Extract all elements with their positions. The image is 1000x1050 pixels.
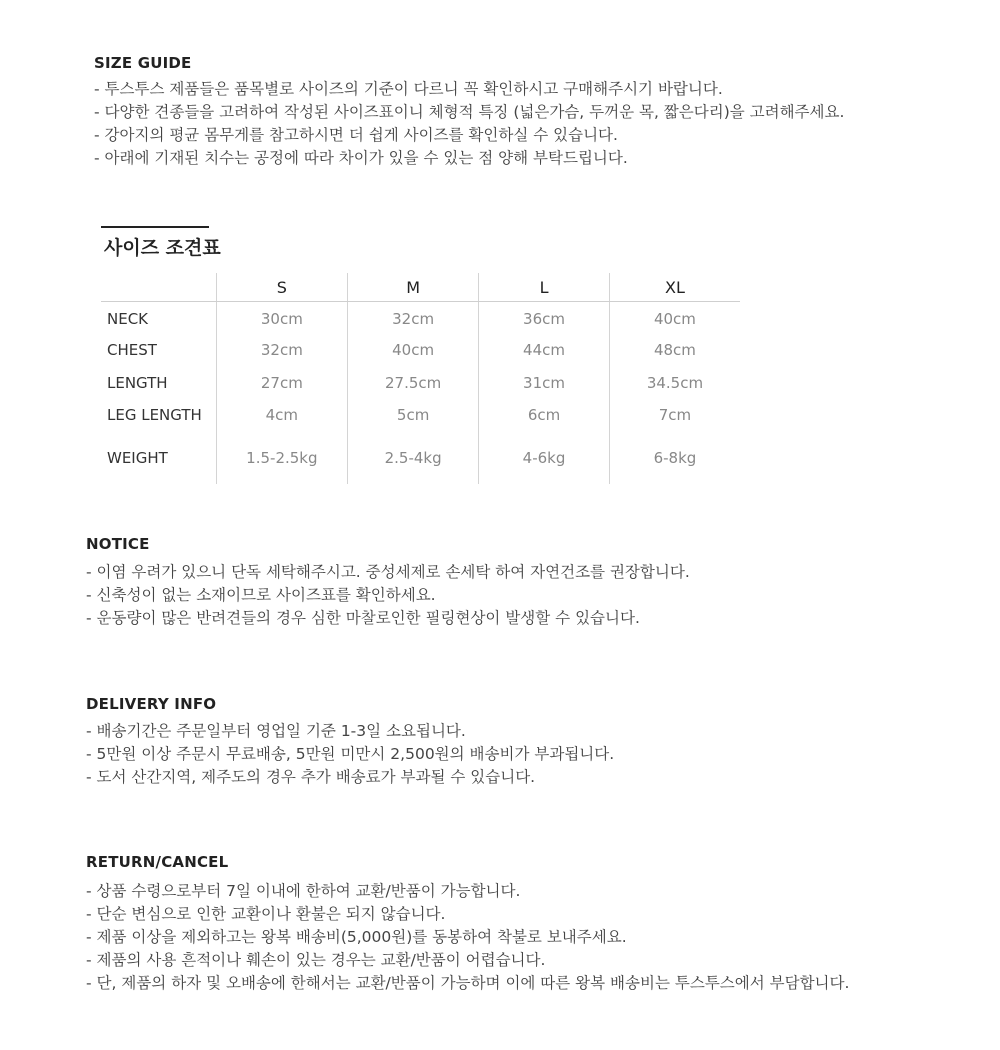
size-guide-line: - 다양한 견종들을 고려하여 작성된 사이즈표이니 체형적 특징 (넓은가슴, 두꺼운 목, 짧은다리)을 고려해주세요. — [94, 103, 845, 121]
table-row-weight — [101, 432, 740, 484]
delivery-line: - 5만원 이상 주문시 무료배송, 5만원 미만시 2,500원의 배송비가 부과됩니다. — [86, 745, 615, 763]
return-cancel-title: RETURN/CANCEL — [86, 853, 229, 871]
return-line: - 제품 이상을 제외하고는 왕복 배송비(5,000원)를 동봉하여 착불로 보내주세요. — [86, 928, 627, 946]
row-label: WEIGHT — [101, 432, 216, 484]
size-guide-section — [94, 54, 844, 170]
row-label: NECK — [101, 302, 216, 335]
size-guide-line: - 아래에 기재된 치수는 공정에 따라 차이가 있을 수 있는 점 양해 부탁드립니다. — [94, 149, 628, 167]
empty-header-cell — [101, 273, 216, 302]
size-guide-line: - 투스투스 제품들은 품목별로 사이즈의 기준이 다르니 꼭 확인하시고 구매해주시기 바랍니다. — [94, 80, 723, 98]
size-chart-section — [101, 226, 741, 467]
return-line: - 상품 수령으로부터 7일 이내에 한하여 교환/반품이 가능합니다. — [86, 882, 521, 900]
row-label: LENGTH — [101, 367, 216, 400]
return-line: - 제품의 사용 흔적이나 훼손이 있는 경우는 교환/반품이 어렵습니다. — [86, 951, 546, 969]
return-line: - 단, 제품의 하자 및 오배송에 한해서는 교환/반품이 가능하며 이에 따른 왕복 배송비는 투스투스에서 부담합니다. — [86, 974, 850, 992]
heading-underline-bar — [101, 226, 209, 228]
return-cancel-section — [86, 853, 849, 995]
notice-line: - 운동량이 많은 반려견들의 경우 심한 마찰로인한 필링현상이 발생할 수 있습니다. — [86, 609, 640, 627]
table-cell: 5cm — [348, 399, 479, 432]
table-cell: 48cm — [653, 341, 696, 360]
table-cell: 36cm — [479, 302, 610, 335]
table-cell: 34.5cm — [646, 373, 704, 392]
table-cell: 1.5-2.5kg — [216, 432, 347, 484]
table-cell: 44cm — [479, 334, 610, 367]
size-header-row — [101, 273, 740, 302]
delivery-info-list — [86, 720, 614, 789]
table-row-leg-length — [101, 399, 740, 432]
table-row-neck — [101, 302, 740, 335]
size-guide-title: SIZE GUIDE — [94, 54, 192, 72]
notice-title: NOTICE — [86, 535, 150, 553]
size-header-m: M — [348, 273, 479, 302]
notice-list — [86, 561, 690, 630]
size-guide-line: - 강아지의 평균 몸무게를 참고하시면 더 쉽게 사이즈를 확인하실 수 있습니다. — [94, 126, 618, 144]
table-cell: 32cm — [348, 302, 479, 335]
table-row-chest — [101, 334, 740, 367]
row-label: CHEST — [101, 334, 216, 367]
size-chart-heading: 사이즈 조견표 — [104, 237, 221, 259]
size-chart-table — [101, 273, 740, 484]
delivery-info-title: DELIVERY INFO — [86, 695, 217, 713]
size-header-l: L — [479, 273, 610, 302]
size-guide-list — [94, 78, 844, 170]
table-row-length — [101, 367, 740, 400]
delivery-line: - 도서 산간지역, 제주도의 경우 추가 배송료가 부과될 수 있습니다. — [86, 768, 536, 786]
table-cell: 30cm — [216, 302, 347, 335]
table-cell: 32cm — [216, 334, 347, 367]
table-cell: 7cm — [658, 406, 692, 425]
size-header-s: S — [216, 273, 347, 302]
notice-line: - 이염 우려가 있으니 단독 세탁해주시고. 중성세제로 손세탁 하여 자연건조를 권장합니다. — [86, 563, 690, 581]
table-cell: 27.5cm — [348, 367, 479, 400]
table-cell: 6-8kg — [653, 448, 697, 467]
table-cell: 31cm — [479, 367, 610, 400]
row-label: LEG LENGTH — [101, 399, 216, 432]
table-cell: 6cm — [479, 399, 610, 432]
return-cancel-list — [86, 880, 849, 995]
table-cell: 27cm — [216, 367, 347, 400]
delivery-line: - 배송기간은 주문일부터 영업일 기준 1-3일 소요됩니다. — [86, 722, 466, 740]
delivery-info-section — [86, 695, 614, 789]
table-cell: 4cm — [216, 399, 347, 432]
notice-section — [86, 535, 690, 630]
return-line: - 단순 변심으로 인한 교환이나 환불은 되지 않습니다. — [86, 905, 446, 923]
table-cell: 40cm — [653, 310, 696, 328]
table-cell: 4-6kg — [479, 432, 610, 484]
table-cell: 2.5-4kg — [348, 432, 479, 484]
size-header-xl: XL — [609, 273, 740, 302]
table-cell: 40cm — [348, 334, 479, 367]
notice-line: - 신축성이 없는 소재이므로 사이즈표를 확인하세요. — [86, 586, 436, 604]
